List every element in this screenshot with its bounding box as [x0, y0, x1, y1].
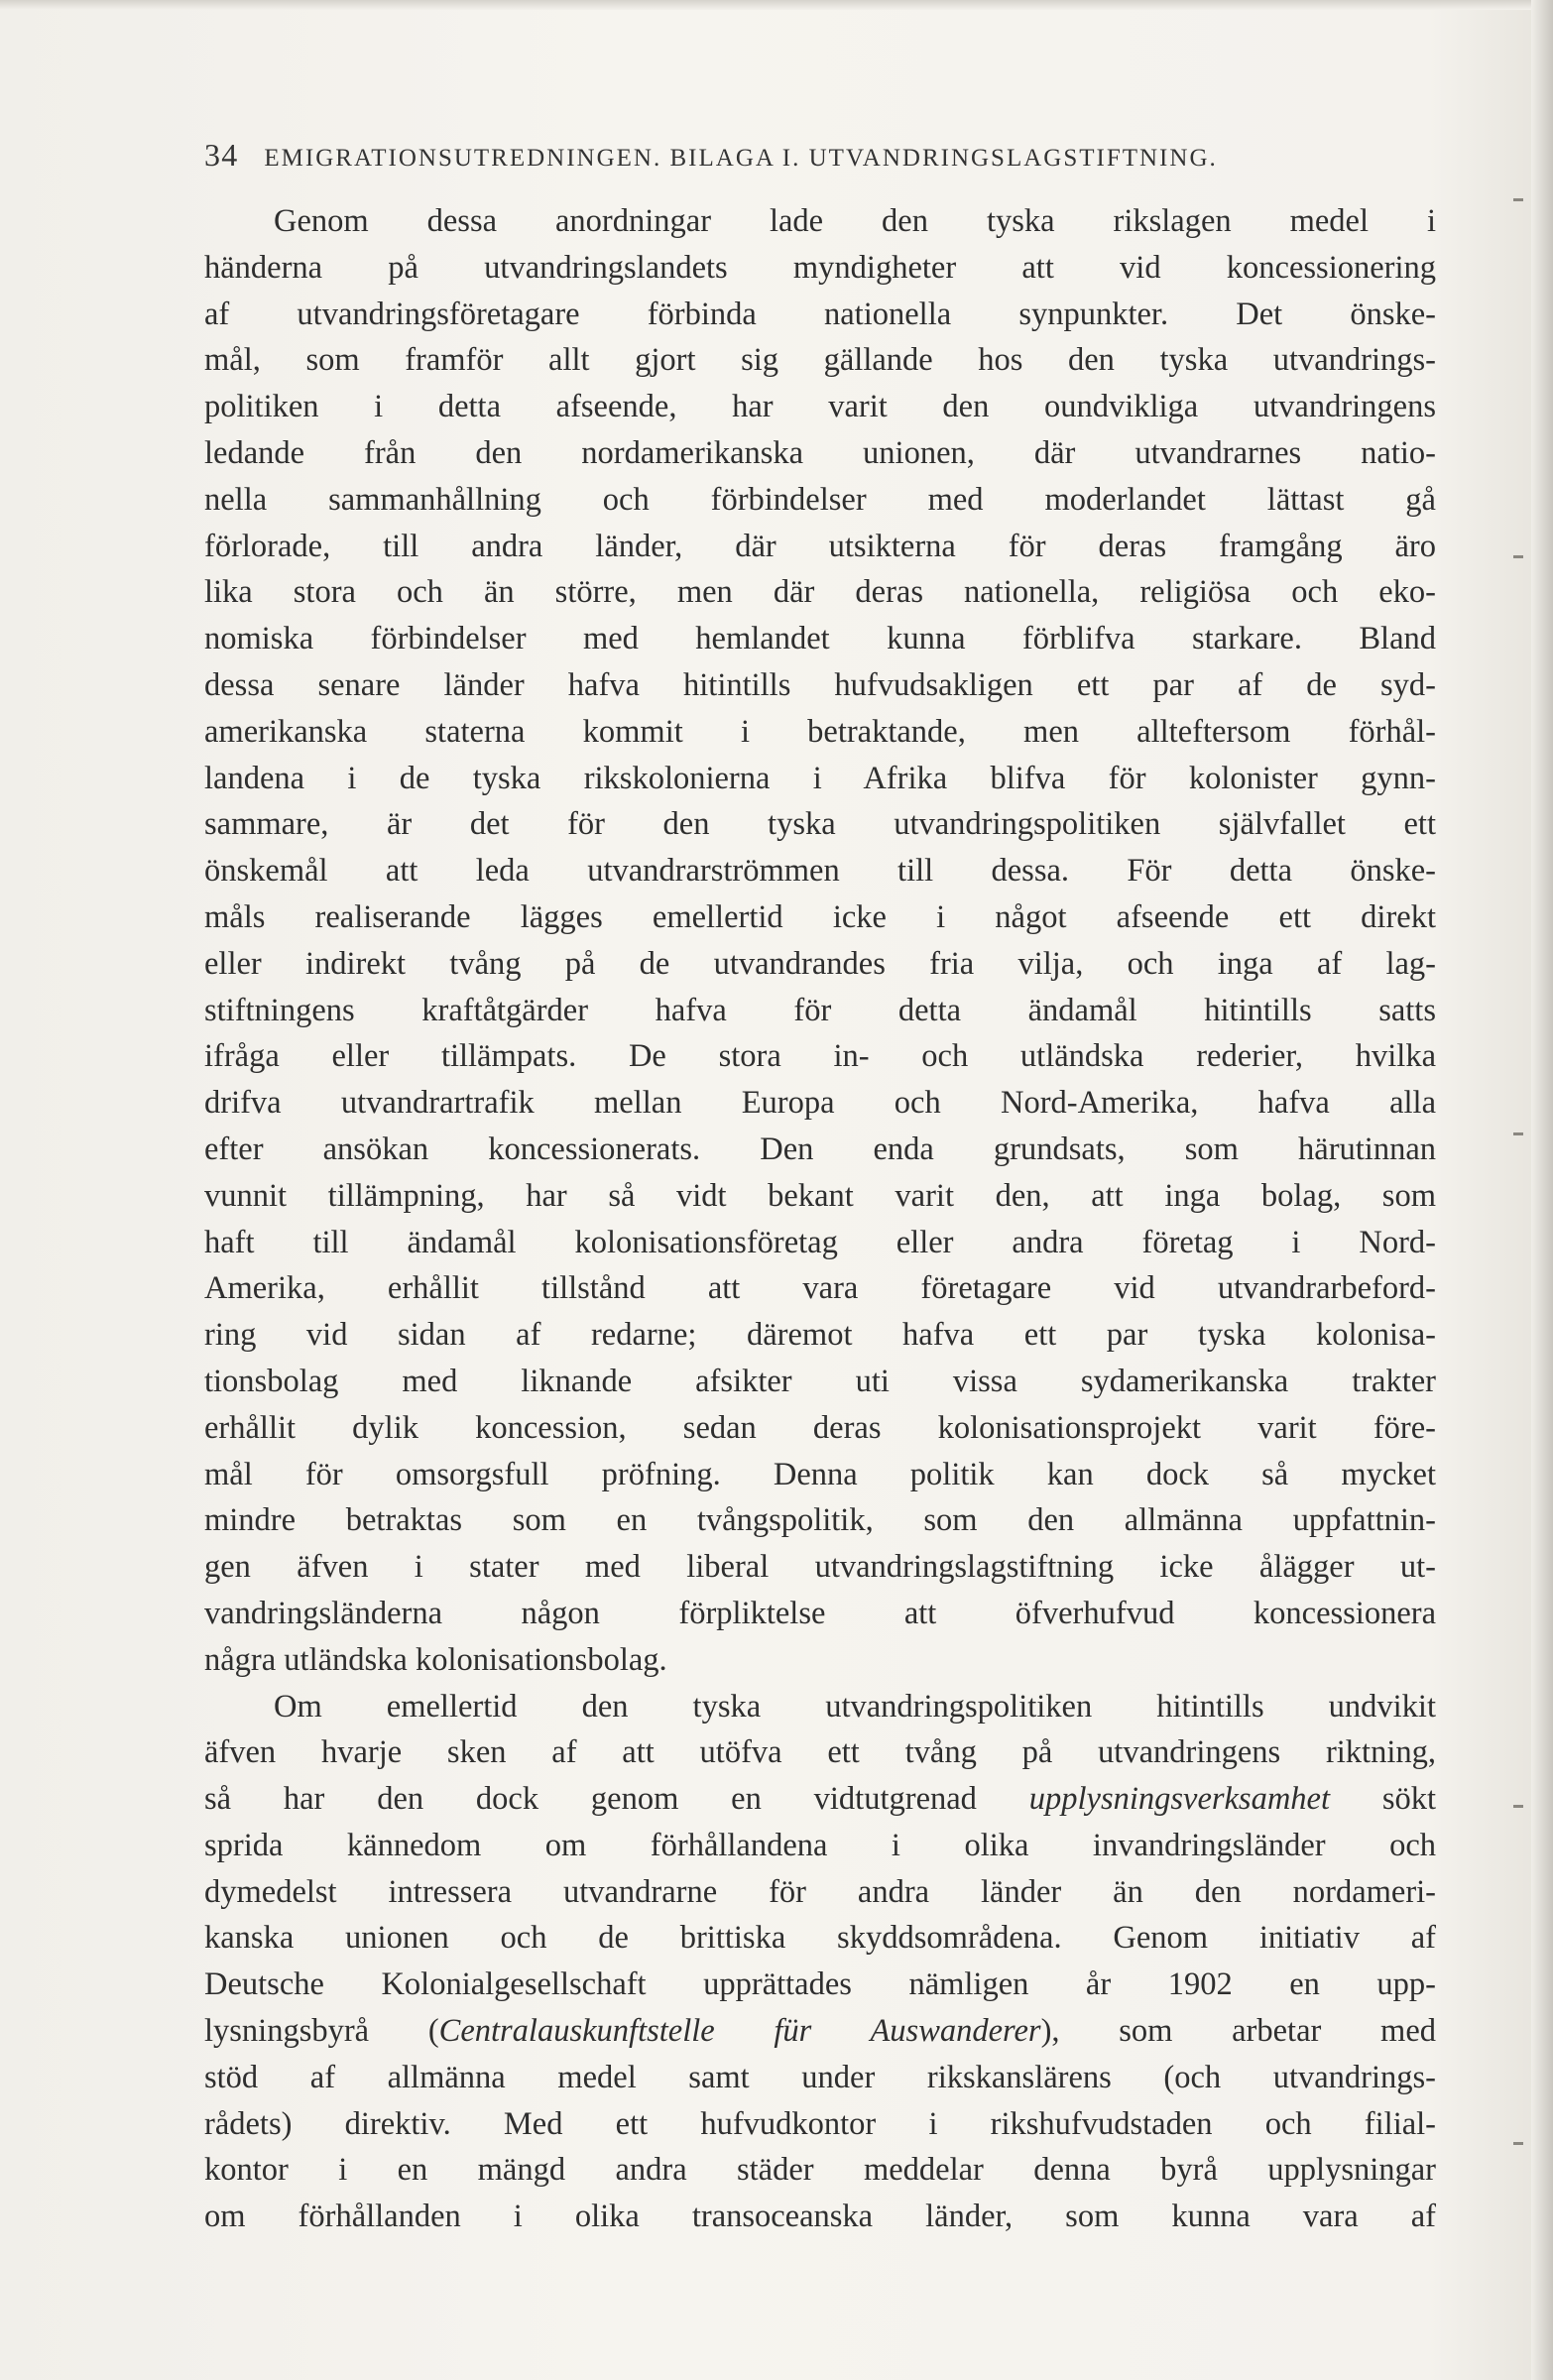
- text-fragment: lysningsbyrå (: [204, 2013, 439, 2050]
- text-line: nomiska förbindelser med hemlandet kunna förblifva starkare. Bland: [204, 621, 1436, 657]
- italic-term: Centralauskunftstelle für Auswanderer: [438, 2013, 1041, 2050]
- text-line: Genom dessa anordningar lade den tyska rikslagen medel i: [274, 203, 1436, 239]
- text-line: drifva utvandrartrafik mellan Europa och Nord-Amerika, hafva alla: [204, 1085, 1436, 1122]
- text-line: Om emellertid den tyska utvandringspolitiken hitintills undvikit: [274, 1688, 1436, 1725]
- text-line: Amerika, erhållit tillstånd att vara företagare vid utvandrarbeford-: [204, 1270, 1436, 1307]
- text-line: förlorade, till andra länder, där utsikterna för deras framgång äro: [204, 528, 1436, 564]
- text-line: kanska unionen och de brittiska skyddsområdena. Genom initiativ af: [204, 1920, 1436, 1957]
- paragraph-1: [204, 198, 1436, 1684]
- text-line: ring vid sidan af redarne; däremot hafva ett par tyska kolonisa-: [204, 1317, 1436, 1354]
- text-line: haft till ändamål kolonisationsföretag eller andra företag i Nord-: [204, 1224, 1436, 1260]
- text-line: händerna på utvandringslandets myndigheter att vid koncessionering: [204, 249, 1436, 286]
- text-line: dymedelst intressera utvandrarne för andra länder än den nordameri-: [204, 1873, 1436, 1910]
- margin-mark: [1513, 555, 1523, 558]
- running-head: EMIGRATIONSUTREDNINGEN. BILAGA I. UTVANDRINGSLAGSTIFTNING.: [264, 145, 1218, 172]
- text-line: nella sammanhållning och förbindelser med moderlandet lättast gå: [204, 481, 1436, 518]
- text-line: äfven hvarje sken af att utöfva ett tvång på utvandringens riktning,: [204, 1734, 1436, 1771]
- text-line: mål, som framför allt gjort sig gällande hos den tyska utvandrings-: [204, 342, 1436, 379]
- page-header: [204, 137, 1434, 174]
- text-fragment: sökt: [1330, 1781, 1437, 1818]
- text-line: lika stora och än större, men där deras nationella, religiösa och eko-: [204, 574, 1436, 611]
- text-line: landena i de tyska rikskolonierna i Afrika blifva för kolonister gynn-: [204, 760, 1436, 796]
- text-line: eller indirekt tvång på de utvandrandes fria vilja, och inga af lag-: [204, 945, 1436, 982]
- text-line: ifråga eller tillämpats. De stora in- och utländska rederier, hvilka: [204, 1038, 1436, 1075]
- text-fragment: ), som arbetar med: [1040, 2013, 1437, 2050]
- page-right-edge: [1531, 0, 1553, 2380]
- text-line: [204, 1776, 1436, 1823]
- margin-mark: [1513, 2142, 1523, 2145]
- text-line: tionsbolag med liknande afsikter uti vissa sydamerikanska trakter: [204, 1363, 1436, 1399]
- text-line: af utvandringsföretagare förbinda nationella synpunkter. Det önske-: [204, 296, 1436, 332]
- margin-mark: [1513, 1132, 1523, 1135]
- text-line: vunnit tillämpning, har så vidt bekant varit den, att inga bolag, som: [204, 1177, 1436, 1214]
- text-line: vandringsländerna någon förpliktelse att öfverhufvud koncessionera: [204, 1595, 1436, 1631]
- text-line: stöd af allmänna medel samt under rikskanslärens (och utvandrings-: [204, 2059, 1436, 2095]
- text-line: kontor i en mängd andra städer meddelar denna byrå upplysningar: [204, 2152, 1436, 2189]
- paragraph-2: [204, 1684, 1436, 2241]
- text-line: amerikanska staterna kommit i betraktande, men allteftersom förhål-: [204, 713, 1436, 750]
- body-text: [204, 198, 1436, 2240]
- text-line: sprida kännedom om förhållandena i olika invandringsländer och: [204, 1827, 1436, 1863]
- page-number: 34: [204, 137, 239, 173]
- text-line: några utländska kolonisationsbolag.: [204, 1641, 667, 1678]
- text-fragment: så har den dock genom en vidtutgrenad: [204, 1781, 1029, 1818]
- text-line: Deutsche Kolonialgesellschaft upprättades nämligen år 1902 en upp-: [204, 1966, 1436, 2003]
- text-line: erhållit dylik koncession, sedan deras kolonisationsprojekt varit före-: [204, 1409, 1436, 1446]
- italic-term: upplysningsverksamhet: [1028, 1781, 1331, 1818]
- text-line: dessa senare länder hafva hitintills hufvudsakligen ett par af de syd-: [204, 666, 1436, 703]
- page-top-shadow: [0, 0, 1553, 10]
- text-line: efter ansökan koncessionerats. Den enda grundsats, som härutinnan: [204, 1130, 1436, 1167]
- text-line: politiken i detta afseende, har varit den oundvikliga utvandringens: [204, 389, 1436, 425]
- text-line: önskemål att leda utvandrarströmmen till dessa. För detta önske-: [204, 853, 1436, 890]
- text-line: [204, 2008, 1436, 2055]
- text-line: sammare, är det för den tyska utvandringspolitiken självfallet ett: [204, 806, 1436, 843]
- text-line: ledande från den nordamerikanska unionen, där utvandrarnes natio-: [204, 434, 1436, 471]
- text-line: mål för omsorgsfull pröfning. Denna politik kan dock så mycket: [204, 1456, 1436, 1492]
- text-line: gen äfven i stater med liberal utvandringslagstiftning icke ålägger ut-: [204, 1549, 1436, 1586]
- margin-mark: [1513, 198, 1523, 201]
- text-line: rådets) direktiv. Med ett hufvudkontor i rikshufvudstaden och filial-: [204, 2105, 1436, 2142]
- text-line: måls realiserande lägges emellertid icke i något afseende ett direkt: [204, 898, 1436, 935]
- margin-mark: [1513, 1805, 1523, 1808]
- text-line: mindre betraktas som en tvångspolitik, som den allmänna uppfattnin-: [204, 1502, 1436, 1539]
- text-line: stiftningens kraftåtgärder hafva för detta ändamål hitintills satts: [204, 992, 1436, 1028]
- text-line: om förhållanden i olika transoceanska länder, som kunna vara af: [204, 2199, 1436, 2235]
